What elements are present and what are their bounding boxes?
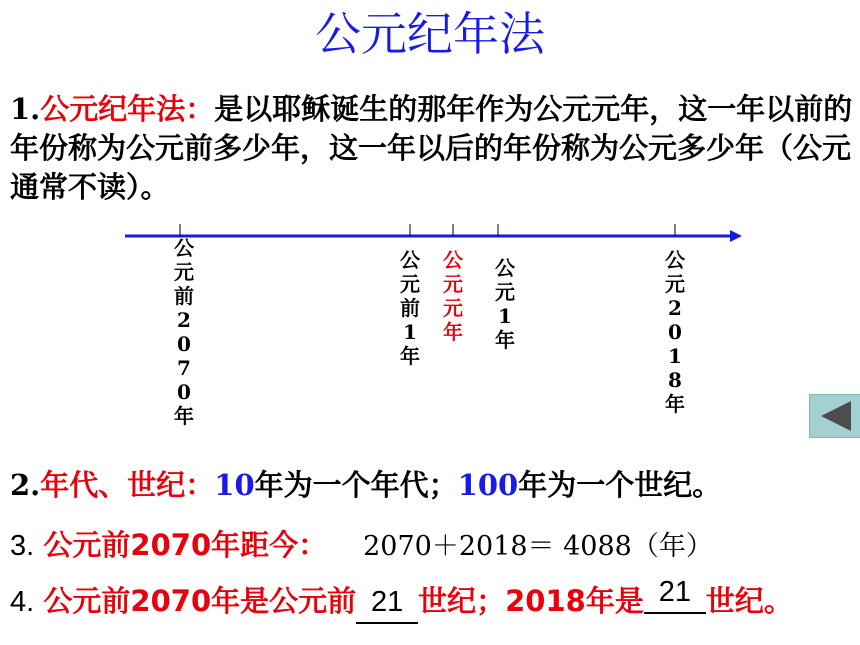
section-3-number: 3. bbox=[10, 530, 35, 562]
tick-label-1bc: 公 元 前 1 年 bbox=[400, 248, 420, 368]
decade-text: 年为一个年代； bbox=[254, 468, 458, 502]
section-1-text: 是以耶稣诞生的那年作为公元元年，这一年以前的年份称为公元前多少年，这一年以后的年份称为公元多少年（公元通常不读）。 bbox=[10, 92, 853, 204]
section-1-label: 公元纪年法： bbox=[40, 92, 215, 126]
answer-blank-2 bbox=[644, 572, 706, 614]
question-text-1: 公元前2070年是公元前 bbox=[43, 584, 357, 618]
number-line bbox=[0, 215, 860, 465]
question-text-2: 世纪；2018年是 bbox=[418, 584, 644, 618]
tick-label-2070bc: 公 元 前 2 0 7 0 年 bbox=[174, 236, 194, 428]
answer-2: 21 bbox=[658, 576, 691, 608]
triangle-left-icon bbox=[810, 395, 860, 437]
distance-line bbox=[10, 526, 855, 566]
section-1-number: 1. bbox=[10, 92, 41, 126]
decade-century-line bbox=[10, 466, 855, 505]
distance-formula: 2070＋2018＝ 4088（年） bbox=[363, 531, 713, 562]
question-text-3: 世纪。 bbox=[705, 584, 793, 618]
section-2-number: 2. bbox=[10, 468, 41, 502]
number-line-arrow bbox=[730, 230, 742, 242]
section-4-number: 4. bbox=[10, 586, 35, 618]
century-text: 年为一个世纪。 bbox=[518, 468, 722, 502]
tick-label-2018ad: 公 元 2 0 1 8 年 bbox=[665, 248, 685, 416]
century-number: 100 bbox=[457, 468, 519, 502]
definition-paragraph bbox=[10, 90, 855, 207]
tick-label-1ad: 公 元 1 年 bbox=[495, 256, 515, 352]
back-button[interactable] bbox=[809, 394, 860, 438]
answer-1: 21 bbox=[370, 586, 404, 618]
century-question-line bbox=[10, 576, 855, 624]
decade-number: 10 bbox=[214, 468, 255, 502]
tick-label-year-1-start: 公 元 元 年 bbox=[443, 248, 463, 344]
section-3-label: 公元前2070年距今： bbox=[43, 528, 328, 562]
section-2-label: 年代、世纪： bbox=[40, 468, 215, 502]
answer-blank-1 bbox=[356, 582, 418, 624]
page-title: 公元纪年法 bbox=[315, 7, 545, 61]
